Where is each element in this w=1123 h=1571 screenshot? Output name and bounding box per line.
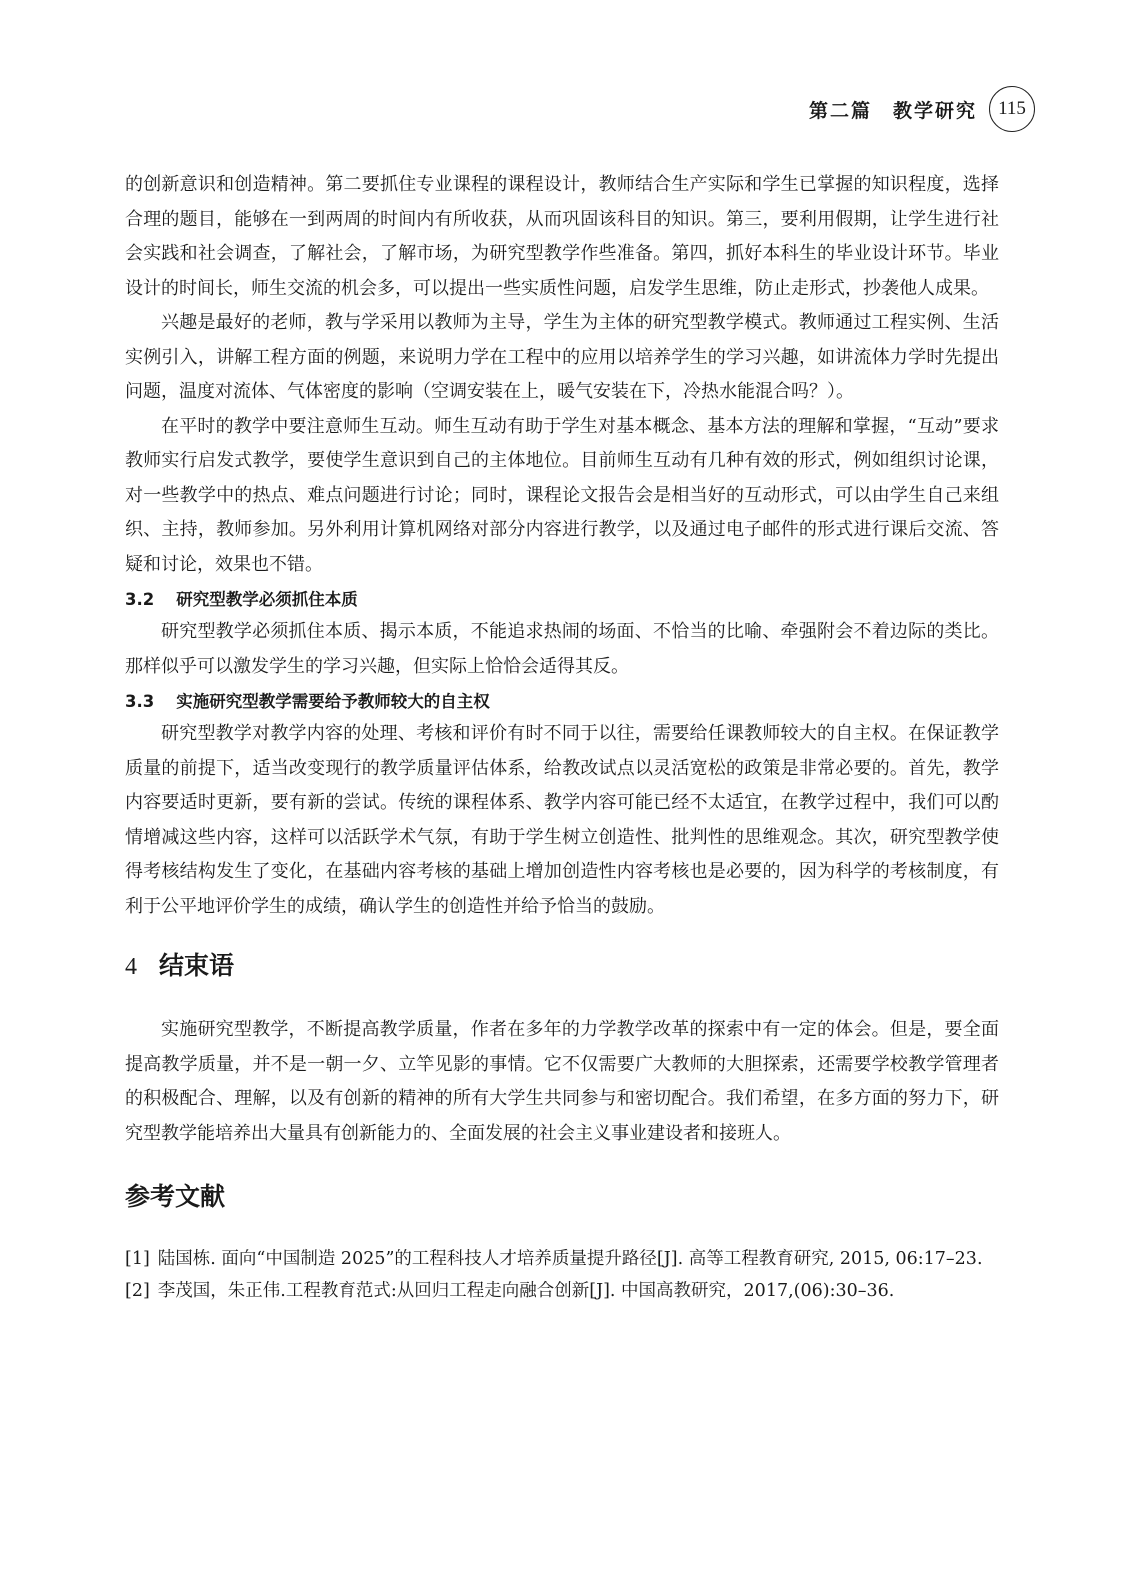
references-heading: 参考文献 bbox=[125, 1182, 226, 1211]
reference-text: 李茂国，朱正伟.工程教育范式:从回归工程走向融合创新[J]. 中国高教研究，2017,(06):30–36. bbox=[157, 1281, 895, 1301]
body-text bbox=[125, 168, 999, 1307]
paragraph: 实施研究型教学，不断提高教学质量，作者在多年的力学教学改革的探索中有一定的体会。但是，要全面提高教学质量，并不是一朝一夕、立竿见影的事情。它不仅需要广大教师的大胆探索，还需要学校教学管理者的积极配合、理解，以及有创新的精神的所有大学生共同参与和密切配合。我们希望，在多方面的努力下，研究型教学能培养出大量具有创新能力的、全面发展的社会主义事业建设者和接班人。 bbox=[125, 1019, 999, 1144]
reference-index: [1] bbox=[125, 1249, 150, 1269]
section-number: 4 bbox=[125, 954, 137, 980]
paragraph: 研究型教学必须抓住本质、揭示本质，不能追求热闹的场面、不恰当的比喻、牵强附会不着边际的类比。那样似乎可以激发学生的学习兴趣，但实际上恰恰会适得其反。 bbox=[125, 621, 999, 677]
running-title: 第二篇 教学研究 bbox=[808, 99, 977, 122]
reference-item bbox=[125, 1275, 999, 1307]
running-header bbox=[809, 86, 1035, 132]
reference-item bbox=[125, 1243, 999, 1275]
paragraph: 在平时的教学中要注意师生互动。师生互动有助于学生对基本概念、基本方法的理解和掌握，“互动”要求教师实行启发式教学，要使学生意识到自己的主体地位。目前师生互动有几种有效的形式，例如组织讨论课，对一些教学中的热点、难点问题进行讨论；同时，课程论文报告会是相当好的互动形式，可以由学生自己来组织、主持，教师参加。另外利用计算机网络对部分内容进行教学，以及通过电子邮件的形式进行课后交流、答疑和讨论，效果也不错。 bbox=[125, 415, 999, 575]
subsection-heading-3-3 bbox=[125, 686, 999, 717]
subsection-number: 3.2 bbox=[125, 590, 155, 609]
subsection-title: 研究型教学必须抓住本质 bbox=[176, 590, 358, 609]
paragraph: 兴趣是最好的老师，教与学采用以教师为主导，学生为主体的研究型教学模式。教师通过工程实例、生活实例引入，讲解工程方面的例题，来说明力学在工程中的应用以培养学生的学习兴趣，如讲流体力学时先提出问题，温度对流体、气体密度的影响（空调安装在上，暖气安装在下，冷热水能混合吗？）。 bbox=[125, 312, 999, 402]
subsection-number: 3.3 bbox=[125, 692, 155, 711]
subsection-title: 实施研究型教学需要给予教师较大的自主权 bbox=[176, 692, 490, 711]
reference-text: 陆国栋. 面向“中国制造 2025”的工程科技人才培养质量提升路径[J]. 高等工程教育研究, 2015, 06:17–23. bbox=[157, 1249, 983, 1269]
section-title: 结束语 bbox=[159, 951, 235, 980]
paragraph: 研究型教学对教学内容的处理、考核和评价有时不同于以往，需要给任课教师较大的自主权。在保证教学质量的前提下，适当改变现行的教学质量评估体系，给教改试点以灵活宽松的政策是非常必要的。首先，教学内容要适时更新，要有新的尝试。传统的课程体系、教学内容可能已经不太适宜，在教学过程中，我们可以酌情增减这些内容，这样可以活跃学术气氛，有助于学生树立创造性、批判性的思维观念。其次，研究型教学使得考核结构发生了变化，在基础内容考核的基础上增加创造性内容考核也是必要的，因为科学的考核制度，有利于公平地评价学生的成绩，确认学生的创造性并给予恰当的鼓励。 bbox=[125, 723, 999, 917]
section-heading-4 bbox=[125, 946, 999, 987]
reference-index: [2] bbox=[125, 1281, 150, 1301]
paragraph: 的创新意识和创造精神。第二要抓住专业课程的课程设计，教师结合生产实际和学生已掌握的知识程度，选择合理的题目，能够在一到两周的时间内有所收获，从而巩固该科目的知识。第三，要利用假期，让学生进行社会实践和社会调查，了解社会，了解市场，为研究型教学作些准备。第四，抓好本科生的毕业设计环节。毕业设计的时间长，师生交流的机会多，可以提出一些实质性问题，启发学生思维，防止走形式，抄袭他人成果。 bbox=[125, 174, 999, 299]
reference-list bbox=[125, 1243, 999, 1307]
page-number: 115 bbox=[989, 86, 1035, 132]
subsection-heading-3-2 bbox=[125, 584, 999, 615]
